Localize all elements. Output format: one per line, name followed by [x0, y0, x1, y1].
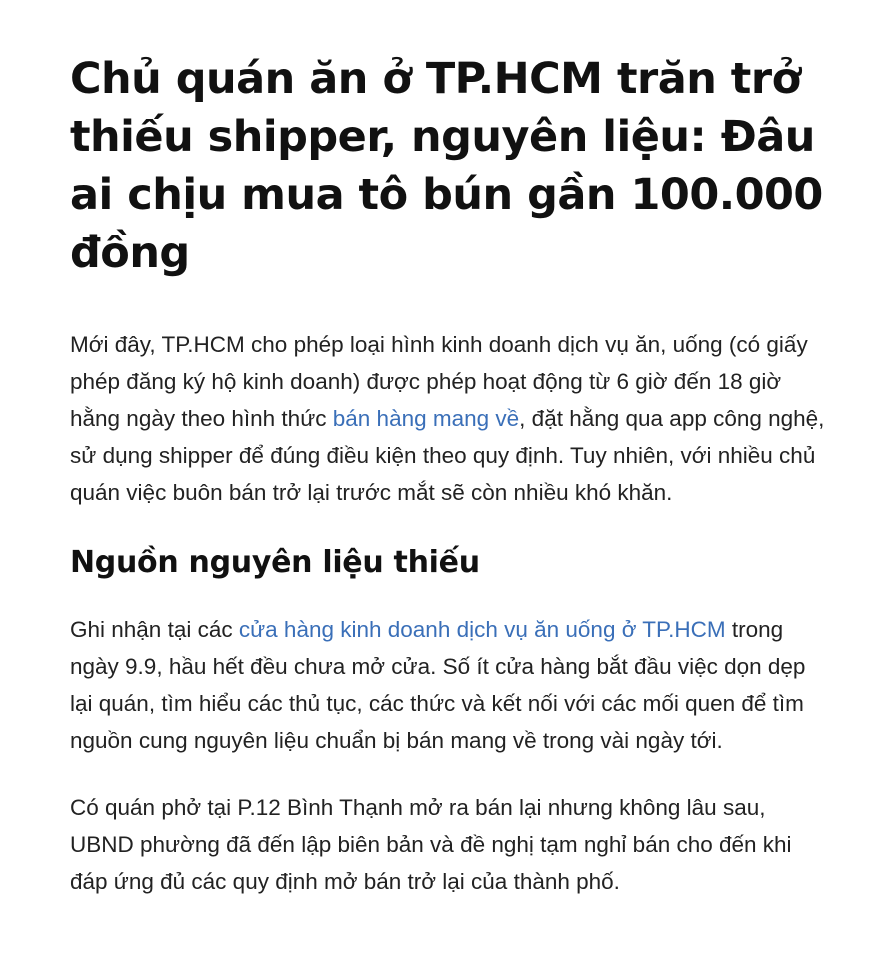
article-title: Chủ quán ăn ở TP.HCM trăn trở thiếu shipper, nguyên liệu: Đâu ai chịu mua tô bún gần 100.000 đồng [70, 54, 823, 278]
body-paragraph-1 [70, 611, 830, 759]
lead-text-start: Mới đây, TP.HCM cho phép loại hình kinh doanh dịch vụ ăn, uống (có giấy phép đăng ký hộ kinh doanh) được phép hoạt động từ 6 giờ đến 18 giờ hằng ngày theo hình thức [70, 332, 808, 431]
body-paragraph-2: Có quán phở tại P.12 Bình Thạnh mở ra bán lại nhưng không lâu sau, UBND phường đã đến lập biên bản và đề nghị tạm nghỉ bán cho đến khi đáp ứng đủ các quy định mở bán trở lại của thành phố. [70, 795, 792, 894]
lead-paragraph [70, 326, 830, 511]
section-heading: Nguồn nguyên liệu thiếu [70, 545, 480, 580]
food-service-stores-link[interactable]: cửa hàng kinh doanh dịch vụ ăn uống ở TP.HCM [238, 617, 726, 642]
takeaway-sales-link[interactable]: bán hàng mang về [332, 406, 520, 431]
body-paragraph-1-end: trong ngày 9.9, hầu hết đều chưa mở cửa. Số ít cửa hàng bắt đầu việc dọn dẹp lại quán, tìm hiểu các thủ tục, các thức và kết nối với các mối quen để tìm nguồn cung nguyên liệu chuẩn bị bán mang về trong vài ngày tới. [70, 617, 806, 753]
body-paragraph-1-start: Ghi nhận tại các [70, 617, 239, 642]
article [70, 50, 830, 900]
lead-text-end: , đặt hằng qua app công nghệ, sử dụng shipper để đúng điều kiện theo quy định. Tuy nhiên, với nhiều chủ quán việc buôn bán trở lại trước mắt sẽ còn nhiều khó khăn. [70, 406, 825, 505]
